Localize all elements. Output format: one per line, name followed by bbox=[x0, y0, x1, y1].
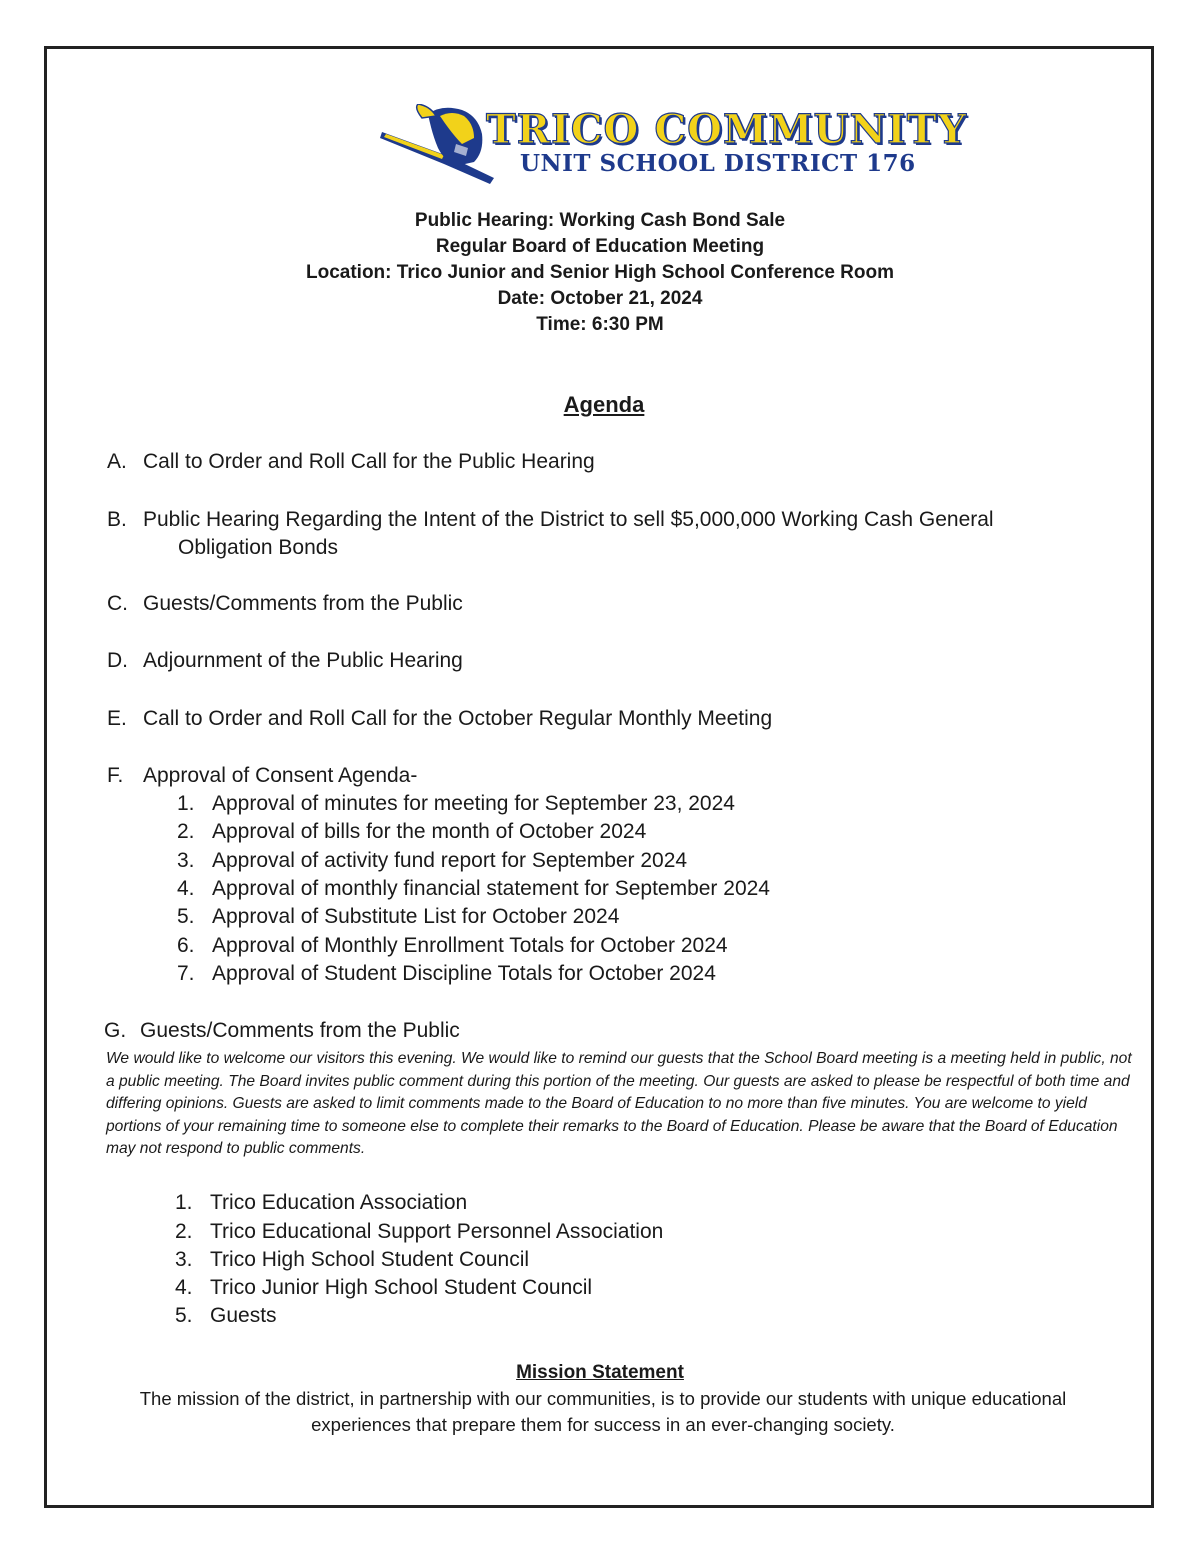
guest-item-text: Guests bbox=[210, 1304, 277, 1327]
agenda-title: Agenda bbox=[563, 392, 645, 417]
consent-item-number: 4. bbox=[177, 877, 195, 900]
header-line-location: Location: Trico Junior and Senior High School Conference Room bbox=[306, 262, 894, 283]
guest-item-text: Trico High School Student Council bbox=[210, 1248, 530, 1271]
header-line-hearing: Public Hearing: Working Cash Bond Sale bbox=[414, 210, 786, 231]
header-line-meeting: Regular Board of Education Meeting bbox=[435, 236, 765, 257]
consent-item-number: 6. bbox=[177, 934, 195, 957]
header-line-date: Date: October 21, 2024 bbox=[497, 288, 703, 309]
agenda-item-letter: F. bbox=[107, 764, 124, 787]
consent-item bbox=[177, 790, 735, 818]
guest-item bbox=[175, 1218, 663, 1246]
consent-item-number: 3. bbox=[177, 849, 195, 872]
header-line-time: Time: 6:30 PM bbox=[536, 314, 664, 335]
agenda-item-text: Guests/Comments from the Public bbox=[140, 1019, 460, 1042]
district-logo bbox=[378, 104, 968, 188]
guest-item-number: 5. bbox=[175, 1304, 193, 1327]
agenda-item-c bbox=[107, 590, 463, 618]
agenda-item-letter: D. bbox=[107, 649, 128, 672]
consent-item-text: Approval of Monthly Enrollment Totals for October 2024 bbox=[212, 934, 728, 957]
consent-item bbox=[177, 932, 728, 960]
consent-item-text: Approval of bills for the month of October 2024 bbox=[212, 820, 647, 843]
logo-title: TRICO COMMUNITY bbox=[486, 106, 968, 153]
agenda-item-letter: B. bbox=[107, 508, 127, 531]
consent-item-text: Approval of activity fund report for September 2024 bbox=[212, 849, 688, 872]
guest-item-text: Trico Education Association bbox=[210, 1191, 468, 1214]
consent-item bbox=[177, 960, 716, 988]
public-comment-note: We would like to welcome our visitors this evening. We would like to remind our guests that the School Board meeting is a meeting held in public, not a public meeting. The Board invites public comment during this portion of the meeting. Our guests are asked to please be respectful of both time and differing opinions. Guests are asked to limit comments made to the Board of Education to no more than five minutes. You are welcome to yield portions of your remaining time to someone else to complete their remarks to the Board of Education. Please be aware that the Board of Education may not respond to public comments. bbox=[106, 1050, 1132, 1158]
agenda-item-letter: A. bbox=[107, 450, 127, 473]
agenda-item-letter: G. bbox=[104, 1019, 127, 1042]
consent-item-number: 7. bbox=[177, 962, 195, 985]
agenda-item-f bbox=[107, 762, 417, 790]
consent-item bbox=[177, 903, 619, 931]
consent-item bbox=[177, 818, 646, 846]
meeting-header bbox=[0, 208, 1200, 338]
agenda-item-text: Adjournment of the Public Hearing bbox=[143, 649, 463, 672]
guest-item bbox=[175, 1274, 592, 1302]
consent-item-number: 2. bbox=[177, 820, 195, 843]
consent-item-text: Approval of minutes for meeting for September 23, 2024 bbox=[212, 792, 735, 815]
agenda-item-a bbox=[107, 448, 595, 476]
agenda-item-letter: C. bbox=[107, 592, 128, 615]
guest-item bbox=[175, 1302, 277, 1330]
consent-item-number: 5. bbox=[177, 905, 195, 928]
agenda-item-g bbox=[104, 1017, 460, 1045]
mission-text: The mission of the district, in partnership with our communities, is to provide our students with unique educational experiences that prepare them for success in an ever-changing society. bbox=[139, 1388, 1067, 1435]
agenda-item-e bbox=[107, 705, 772, 733]
guest-item-number: 4. bbox=[175, 1276, 193, 1299]
agenda-item-text: Guests/Comments from the Public bbox=[143, 592, 463, 615]
guest-item-number: 1. bbox=[175, 1191, 193, 1214]
agenda-item-text: Call to Order and Roll Call for the October Regular Monthly Meeting bbox=[143, 707, 773, 730]
consent-item-text: Approval of Substitute List for October 2024 bbox=[212, 905, 620, 928]
agenda-item-d bbox=[107, 647, 463, 675]
agenda-item-b-continued: Obligation Bonds bbox=[178, 536, 338, 559]
guest-item-text: Trico Educational Support Personnel Association bbox=[210, 1220, 664, 1243]
consent-item bbox=[177, 847, 687, 875]
guest-item-number: 2. bbox=[175, 1220, 193, 1243]
agenda-item-text: Call to Order and Roll Call for the Public Hearing bbox=[143, 450, 595, 473]
guest-item bbox=[175, 1189, 467, 1217]
agenda-item-text: Public Hearing Regarding the Intent of the District to sell $5,000,000 Working Cash General bbox=[143, 508, 994, 531]
mission-title: Mission Statement bbox=[516, 1362, 684, 1383]
guest-item-number: 3. bbox=[175, 1248, 193, 1271]
guest-item bbox=[175, 1246, 529, 1274]
agenda-item-b bbox=[107, 506, 994, 534]
consent-item-text: Approval of Student Discipline Totals for October 2024 bbox=[212, 962, 716, 985]
agenda-item-text: Approval of Consent Agenda- bbox=[143, 764, 418, 787]
consent-item-text: Approval of monthly financial statement for September 2024 bbox=[212, 877, 770, 900]
consent-item-number: 1. bbox=[177, 792, 195, 815]
logo-subtitle: UNIT SCHOOL DISTRICT 176 bbox=[520, 150, 916, 177]
agenda-item-letter: E. bbox=[107, 707, 127, 730]
consent-item bbox=[177, 875, 770, 903]
guest-item-text: Trico Junior High School Student Council bbox=[210, 1276, 593, 1299]
trojan-knight-icon bbox=[378, 104, 498, 188]
